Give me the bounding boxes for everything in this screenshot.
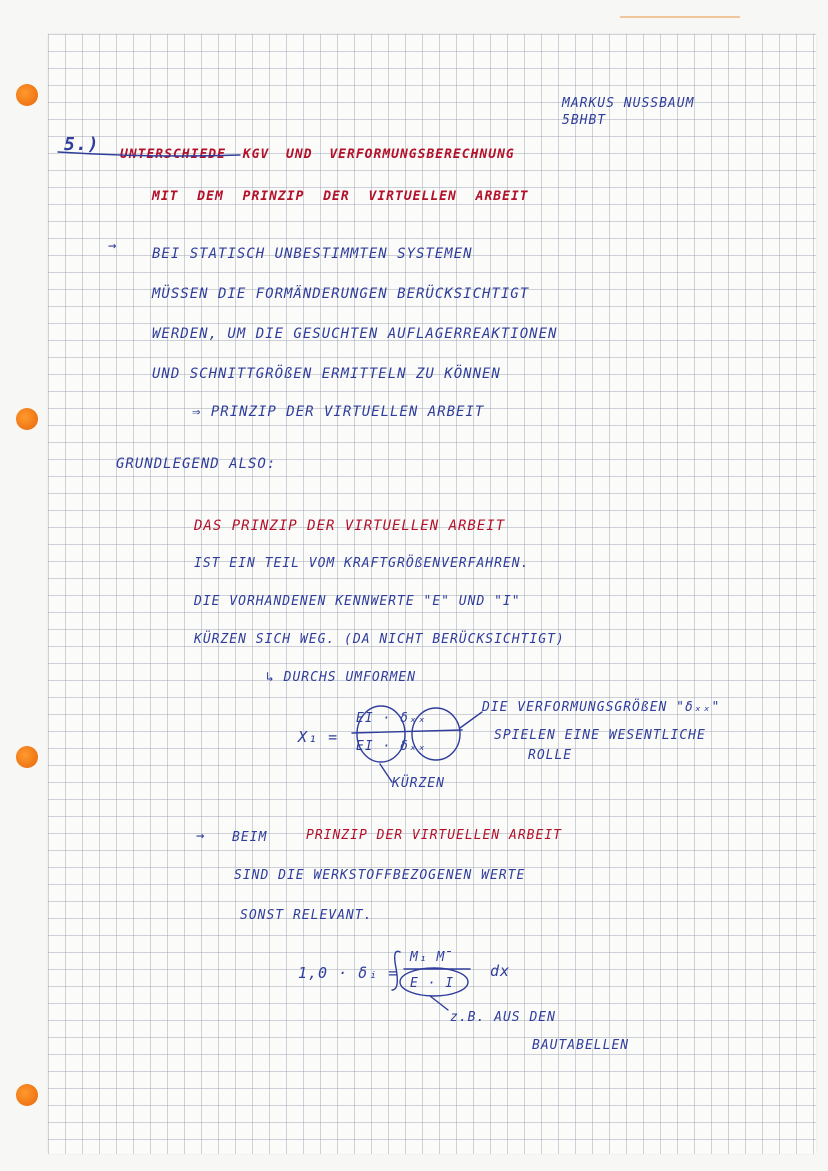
author-name: MARKUS NUSSBAUM <box>562 96 695 111</box>
title-underline <box>58 152 240 156</box>
formula2-dx: dx <box>490 962 511 980</box>
formula1-lhs: X₁ = <box>298 728 339 746</box>
note-pointer <box>460 712 482 728</box>
formula1-numerator: EI · δₓₓ <box>356 711 427 726</box>
formula1-fraction-bar <box>352 730 462 733</box>
formula1-note: DIE VERFORMUNGSGRÖßEN "δₓₓ" <box>482 700 721 715</box>
intro-line: WERDEN, UM DIE GESUCHTEN AUFLAGERREAKTIONEN <box>152 326 558 342</box>
intro-arrow: → <box>108 238 118 254</box>
title-line-1: UNTERSCHIEDE KGV UND VERFORMUNGSBERECHNUNG <box>120 147 515 162</box>
basics-sub: ↳ DURCHS UMFORMEN <box>266 670 417 685</box>
section-number: 5.) <box>64 134 100 155</box>
formula1-cancel-label: KÜRZEN <box>392 776 445 791</box>
formula1-denominator: EI · δₓₓ <box>356 739 427 754</box>
formula2-denominator: E · I <box>410 976 455 991</box>
basics-line: IST EIN TEIL VOM KRAFTGRÖßENVERFAHREN. <box>194 556 530 571</box>
vw-line: SIND DIE WERKSTOFFBEZOGENEN WERTE <box>234 868 526 883</box>
intro-line: MÜSSEN DIE FORMÄNDERUNGEN BERÜCKSICHTIGT <box>152 286 530 302</box>
material-circle <box>400 968 468 996</box>
formula2-numerator: M₁ M̄ <box>410 950 454 965</box>
intro-conclusion: ⇒ PRINZIP DER VIRTUELLEN ARBEIT <box>192 404 485 420</box>
cancel-circle <box>357 706 405 762</box>
example-pointer <box>430 996 448 1010</box>
intro-line: UND SCHNITTGRÖßEN ERMITTELN ZU KÖNNEN <box>152 366 501 382</box>
basics-line: KÜRZEN SICH WEG. (DA NICHT BERÜCKSICHTIGT) <box>194 632 565 647</box>
vw-line: SONST RELEVANT. <box>240 908 373 923</box>
vw-arrow: → <box>196 828 206 844</box>
formula1-note: SPIELEN EINE WESENTLICHE <box>494 728 706 743</box>
vw-red-line: PRINZIP DER VIRTUELLEN ARBEIT <box>306 828 562 843</box>
formula1-note: ROLLE <box>528 748 573 763</box>
formula2-note: z.B. AUS DEN <box>450 1010 556 1025</box>
intro-line: BEI STATISCH UNBESTIMMTEN SYSTEMEN <box>152 246 473 262</box>
basics-line: DIE VORHANDENEN KENNWERTE "E" UND "I" <box>194 594 521 609</box>
cancel-circle <box>412 708 460 760</box>
author-class: 5BHBT <box>562 113 607 128</box>
cancel-pointer <box>380 764 392 782</box>
formula2-lhs: 1,0 · δᵢ = <box>298 964 399 982</box>
vw-beim: BEIM <box>232 830 268 845</box>
basics-red-line: DAS PRINZIP DER VIRTUELLEN ARBEIT <box>194 518 506 534</box>
title-line-2: MIT DEM PRINZIP DER VIRTUELLEN ARBEIT <box>152 189 529 204</box>
basics-heading: GRUNDLEGEND ALSO: <box>116 456 277 472</box>
formula2-note: BAUTABELLEN <box>532 1038 630 1053</box>
integral-sign <box>392 951 400 990</box>
